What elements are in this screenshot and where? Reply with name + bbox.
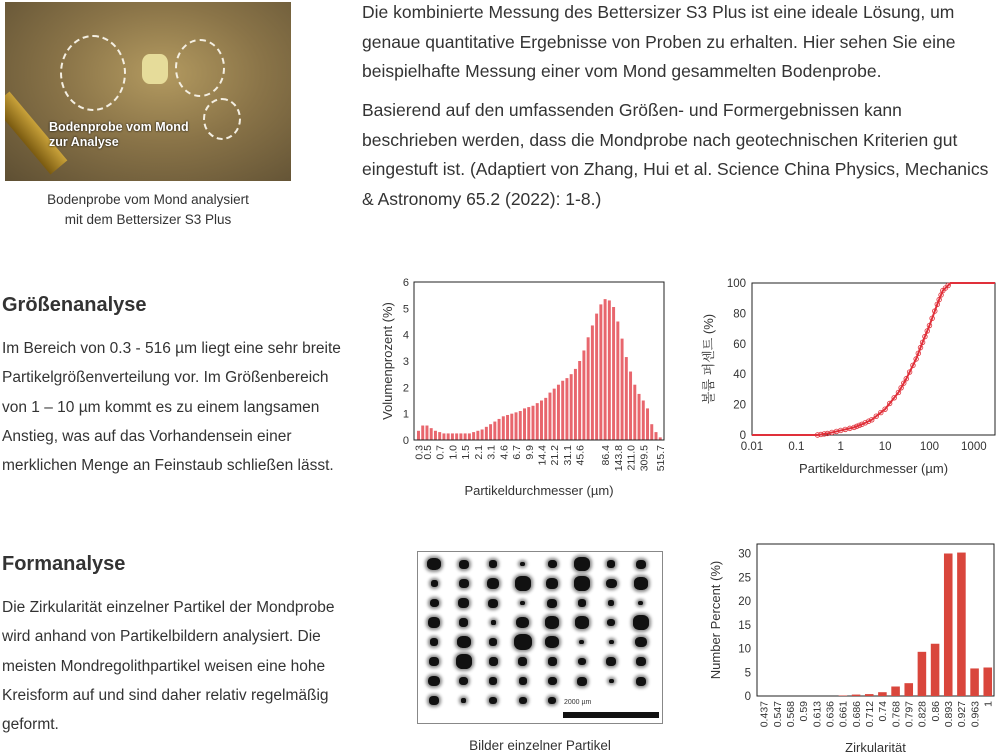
bar xyxy=(548,393,551,440)
particle-image xyxy=(461,698,466,703)
bar xyxy=(451,433,454,440)
bar xyxy=(633,385,636,440)
bar xyxy=(638,394,641,440)
x-tick-label: 0.768 xyxy=(890,701,903,728)
particle-image xyxy=(459,579,469,588)
y-tick-label: 6 xyxy=(402,277,409,289)
y-tick-label: 100 xyxy=(726,278,746,290)
bar xyxy=(918,652,927,696)
highlight-circle xyxy=(203,98,241,140)
x-tick-label: 211.0 xyxy=(625,445,638,471)
particle-image xyxy=(489,677,497,684)
bar xyxy=(527,407,530,440)
highlight-circle xyxy=(60,35,126,111)
bar xyxy=(621,339,624,440)
particle-image xyxy=(520,562,525,567)
x-tick-label: 0.1 xyxy=(788,441,805,453)
bar xyxy=(565,378,568,440)
x-tick-label: 0.893 xyxy=(942,701,955,728)
x-tick-label: 0.437 xyxy=(758,701,771,728)
particle-image xyxy=(431,580,438,586)
cumulative-chart xyxy=(695,270,1004,480)
size-body: Im Bereich von 0.3 - 516 µm liegt eine sehr breite Partikelgrößenverteilung vor. Im Größenbereich von 1 – 10 µm kommt es zu einem langsamen Anstieg, was auf das Vorhandensein einer merklichen Menge an Feinstaub schließen lässt. xyxy=(2,340,341,475)
bar xyxy=(852,695,861,696)
x-tick-label: 0.712 xyxy=(863,701,876,728)
particle-image xyxy=(607,560,615,567)
bar xyxy=(591,325,594,440)
bar xyxy=(553,389,556,440)
particle-image xyxy=(458,598,469,608)
particle-image xyxy=(634,577,648,590)
shape-heading: Formanalyse xyxy=(2,553,126,575)
y-tick-label: 20 xyxy=(733,399,746,412)
y-tick-label: 30 xyxy=(738,548,751,561)
x-tick-label: 1.0 xyxy=(447,445,460,460)
particle-image xyxy=(636,677,646,686)
bar xyxy=(595,314,598,440)
y-tick-label: 5 xyxy=(402,303,409,316)
bar xyxy=(646,408,649,440)
particle-image xyxy=(575,616,589,629)
x-tick-label: 0.636 xyxy=(824,701,837,728)
y-tick-label: 60 xyxy=(733,338,746,351)
particle-image xyxy=(635,637,647,648)
bar xyxy=(489,424,492,440)
bar xyxy=(574,369,577,440)
bar xyxy=(510,414,513,440)
particle-image xyxy=(515,576,531,590)
particle-image xyxy=(514,634,532,650)
particle-image xyxy=(547,599,557,608)
x-tick-label: 0.547 xyxy=(771,701,784,728)
overlay-line-2: zur Analyse xyxy=(49,135,119,149)
bar xyxy=(485,427,488,440)
x-tick-label: 0.74 xyxy=(877,701,890,722)
bar xyxy=(455,433,458,440)
y-tick-label: 15 xyxy=(738,619,751,632)
y-tick-label: 4 xyxy=(402,329,409,342)
y-tick-label: 3 xyxy=(402,356,409,368)
bar xyxy=(464,433,467,440)
x-tick-label: 0.5 xyxy=(421,445,434,460)
y-tick-label: 80 xyxy=(733,308,746,321)
particle-image xyxy=(489,638,497,645)
particle-image xyxy=(577,677,587,686)
y-tick-label: 40 xyxy=(733,369,746,382)
particle-image xyxy=(491,620,496,625)
circularity-chart xyxy=(700,530,1004,756)
bar xyxy=(587,337,590,440)
caption-line-1: Bodenprobe vom Mond analysiert xyxy=(47,192,249,207)
bar xyxy=(983,668,992,697)
bar xyxy=(502,416,505,440)
particle-caption: Bilder einzelner Partikel xyxy=(469,738,611,753)
particle-image xyxy=(487,578,499,589)
intro-paragraph-1: Die kombinierte Messung des Bettersizer S3 Plus ist eine ideale Lösung, um genaue quantitative Ergebnisse von Proben zu erhalten. Hier sehen Sie eine beispielhafte Messung einer vom Mond gesammelten Bodenprobe. xyxy=(362,2,956,81)
moon-sample-photo xyxy=(5,2,291,181)
bar xyxy=(532,406,535,440)
bar xyxy=(447,433,450,440)
bar xyxy=(425,426,428,440)
x-tick-label: 0.86 xyxy=(929,701,942,722)
particle-image xyxy=(516,617,529,629)
bar xyxy=(931,644,940,696)
bar xyxy=(650,424,653,440)
particle-image xyxy=(548,657,557,665)
x-tick-label: 1.5 xyxy=(460,445,473,460)
bar xyxy=(438,432,441,440)
particle-image xyxy=(574,557,590,571)
x-axis-label: Partikeldurchmesser (µm) xyxy=(464,483,614,498)
photo-overlay-label xyxy=(49,120,189,150)
bar xyxy=(481,429,484,440)
particle-image xyxy=(428,617,440,628)
bar xyxy=(498,419,501,440)
bar xyxy=(944,554,953,697)
scale-label: 2000 µm xyxy=(564,699,592,706)
particle-image xyxy=(608,600,614,605)
bar xyxy=(557,385,560,440)
particle-image xyxy=(456,654,472,668)
bar xyxy=(459,433,462,440)
particle-image xyxy=(459,677,468,685)
particle-image xyxy=(546,578,558,589)
y-tick-label: 0 xyxy=(739,430,746,442)
x-tick-label: 309.5 xyxy=(638,445,651,472)
particle-image xyxy=(427,558,441,571)
bar xyxy=(582,350,585,440)
bar xyxy=(625,357,628,440)
x-tick-label: 0.797 xyxy=(903,701,916,728)
bar xyxy=(540,401,543,441)
y-tick-label: 2 xyxy=(402,382,409,395)
bar xyxy=(629,372,632,440)
y-tick-label: 10 xyxy=(738,643,751,656)
particle-image xyxy=(430,599,439,607)
bar xyxy=(891,687,900,697)
particle-image xyxy=(519,677,527,684)
x-tick-label: 4.6 xyxy=(498,445,511,460)
x-tick-label: 86.4 xyxy=(600,445,613,466)
y-tick-label: 20 xyxy=(738,596,751,608)
caption-line-2: mit dem Bettersizer S3 Plus xyxy=(64,212,232,227)
x-tick-label: 2.1 xyxy=(472,445,485,460)
x-tick-label: 0.59 xyxy=(798,701,811,722)
bar xyxy=(421,426,424,440)
bar xyxy=(878,692,887,696)
x-tick-label: 1 xyxy=(982,701,995,707)
particle-image xyxy=(548,677,557,685)
y-tick-label: 0 xyxy=(744,691,751,703)
bar xyxy=(442,433,445,440)
x-axis-label: Zirkularität xyxy=(845,740,906,755)
bar xyxy=(970,668,979,696)
x-tick-label: 0.686 xyxy=(850,701,863,728)
particle-image xyxy=(459,618,468,626)
y-axis-label: Number Percent (%) xyxy=(708,560,723,680)
bar xyxy=(599,304,602,440)
particle-image xyxy=(579,640,584,645)
x-tick-label: 9.9 xyxy=(523,445,536,460)
x-tick-label: 3.1 xyxy=(485,445,498,460)
x-tick-label: 31.1 xyxy=(561,445,574,466)
bar xyxy=(430,428,433,440)
particle-image xyxy=(489,697,497,704)
particle-image xyxy=(607,619,615,626)
particle-image xyxy=(520,601,525,606)
particle-image xyxy=(548,560,557,568)
bar xyxy=(536,403,539,440)
particle-images xyxy=(417,551,663,724)
y-axis-label: 볼륨 퍼센트 (%) xyxy=(701,313,716,405)
bar xyxy=(655,432,658,440)
bar xyxy=(642,401,645,441)
particle-image xyxy=(609,640,614,645)
bar xyxy=(434,431,437,440)
x-tick-label: 6.7 xyxy=(511,445,524,460)
x-tick-label: 515.7 xyxy=(655,445,668,472)
highlight-circle xyxy=(175,39,225,97)
particle-image xyxy=(633,615,649,629)
x-tick-label: 0.568 xyxy=(784,701,797,728)
x-tick-label: 100 xyxy=(919,441,940,453)
y-tick-label: 25 xyxy=(738,572,751,585)
particle-image xyxy=(578,599,586,606)
x-tick-label: 0.01 xyxy=(740,441,764,453)
x-tick-label: 1000 xyxy=(961,441,987,453)
bar xyxy=(612,307,615,440)
particle-image xyxy=(459,560,469,569)
bar xyxy=(957,553,966,696)
particle-image xyxy=(488,599,498,608)
x-axis-label: Partikeldurchmesser (µm) xyxy=(798,461,949,476)
plot-frame xyxy=(752,283,995,435)
y-tick-label: 5 xyxy=(744,667,751,680)
x-tick-label: 0.828 xyxy=(916,701,929,728)
particle-image xyxy=(606,579,617,589)
particle-image xyxy=(429,696,439,705)
bar xyxy=(472,432,475,440)
x-tick-label: 10 xyxy=(878,441,892,453)
y-tick-label: 0 xyxy=(402,435,409,447)
particle-image xyxy=(430,638,438,645)
size-distribution-chart xyxy=(370,270,680,505)
particle-image xyxy=(518,657,527,665)
x-tick-label: 0.927 xyxy=(956,701,969,728)
particle-image xyxy=(578,658,586,665)
x-tick-label: 45.6 xyxy=(574,445,587,466)
x-tick-label: 143.8 xyxy=(612,445,625,472)
y-tick-label: 1 xyxy=(402,408,409,421)
scale-bar xyxy=(563,712,659,718)
overlay-line-1: Bodenprobe vom Mond xyxy=(49,120,189,134)
photo-caption xyxy=(0,190,296,230)
bar xyxy=(468,433,471,440)
bar xyxy=(604,299,607,440)
bar xyxy=(506,415,509,440)
x-tick-label: 0.963 xyxy=(969,701,982,728)
particle-image xyxy=(574,576,590,590)
x-tick-label: 0.3 xyxy=(413,445,426,460)
x-tick-label: 0.661 xyxy=(837,701,850,728)
bar xyxy=(493,422,496,440)
y-axis-label: Volumenprozent (%) xyxy=(380,302,395,420)
particle-image xyxy=(489,560,497,567)
particle-image xyxy=(545,636,559,649)
particle-image xyxy=(606,657,616,666)
particle-image xyxy=(428,676,440,687)
bar xyxy=(515,412,518,440)
bar xyxy=(865,694,874,696)
x-tick-label: 1 xyxy=(837,441,844,453)
bar xyxy=(544,398,547,440)
particle-image xyxy=(548,697,556,704)
rock xyxy=(142,54,168,84)
x-tick-label: 0.7 xyxy=(434,445,447,460)
particle-image xyxy=(489,657,498,665)
shape-body: Die Zirkularität einzelner Partikel der Mondprobe wird anhand von Partikelbildern analysiert. Die meisten Mondregolithpartikel weisen eine hohe Kreisform auf und sind daher relativ regelmäßig geformt. xyxy=(2,599,335,734)
intro-paragraph-2: Basierend auf den umfassenden Größen- und Formergebnissen kann beschrieben werden, dass die Mondprobe nach geotechnischen Kriterien gut eingestuft ist. (Adaptiert von Zhang, Hui et al. Science China Physics, Mechanics & Astronomy 65.2 (2022): 1-8.) xyxy=(362,100,989,209)
bar xyxy=(608,300,611,440)
bar xyxy=(523,408,526,440)
x-tick-label: 21.2 xyxy=(549,445,562,466)
bar xyxy=(616,322,619,441)
bar xyxy=(904,683,913,696)
x-tick-label: 14.4 xyxy=(536,445,549,466)
size-heading: Größenanalyse xyxy=(2,294,147,316)
bar xyxy=(561,381,564,440)
particle-image xyxy=(519,697,527,704)
particle-image xyxy=(457,636,471,649)
bar xyxy=(570,374,573,440)
bar xyxy=(417,431,420,440)
x-tick-label: 0.613 xyxy=(811,701,824,728)
particle-image xyxy=(636,657,646,666)
particle-image xyxy=(638,601,643,606)
particle-image xyxy=(609,679,614,684)
particle-image xyxy=(636,560,646,569)
bar xyxy=(476,431,479,440)
bar xyxy=(519,411,522,440)
bar xyxy=(578,361,581,440)
particle-image xyxy=(429,657,439,666)
particle-image xyxy=(545,616,559,629)
